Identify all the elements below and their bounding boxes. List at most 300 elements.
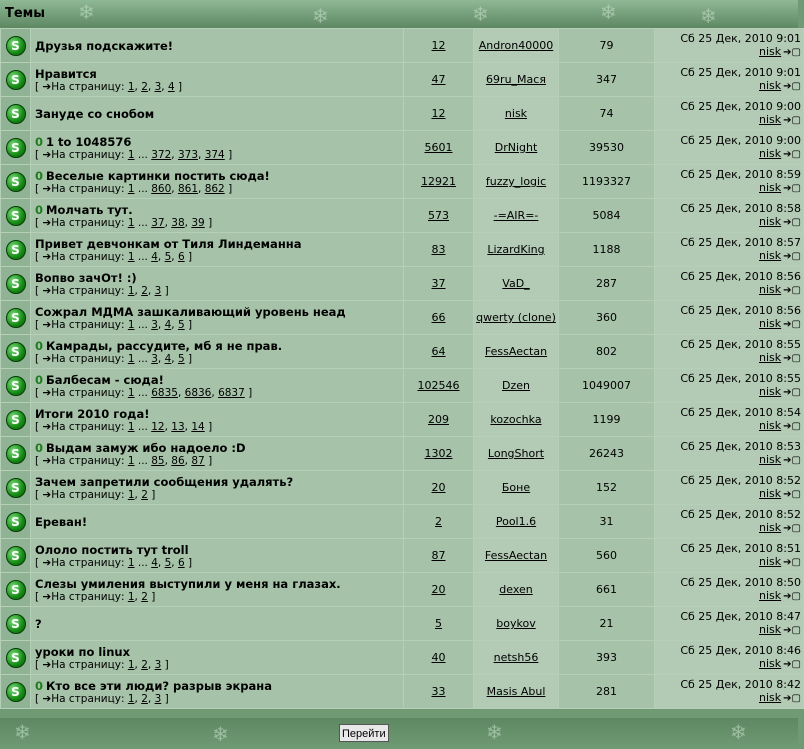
page-link[interactable]: 86 — [171, 454, 185, 467]
views-count: 360 — [596, 311, 617, 324]
topic-title-link[interactable] — [35, 305, 403, 319]
topic-title-link[interactable] — [35, 67, 403, 81]
last-post-date: Сб 25 Дек, 2010 8:50 — [680, 576, 801, 589]
page-link[interactable]: 4 — [151, 556, 158, 569]
views-count: 39530 — [589, 141, 624, 154]
author-link[interactable]: Dzen — [502, 379, 530, 392]
topic-title-link[interactable] — [35, 373, 403, 387]
author-link[interactable]: qwerty (clone) — [476, 311, 556, 324]
author-link[interactable]: LizardKing — [487, 243, 545, 256]
last-post-user-line — [655, 385, 801, 399]
last-post-user-line — [655, 623, 801, 637]
topic-title-text: Сожрал МДМА зашкаливающий уровень неад — [35, 304, 346, 319]
replies-cell — [404, 301, 474, 335]
last-post-cell — [655, 471, 804, 505]
last-post-cell — [655, 437, 804, 471]
views-count: 21 — [599, 617, 614, 630]
page-link[interactable]: 14 — [191, 420, 205, 433]
last-post-user-link[interactable]: nisk — [759, 147, 782, 160]
topic-status-icon: S — [6, 36, 26, 56]
last-post-user-line — [655, 487, 801, 501]
views-cell — [559, 607, 655, 641]
replies-cell — [404, 63, 474, 97]
author-link[interactable]: boykov — [496, 617, 536, 630]
author-link[interactable]: FessAectan — [484, 549, 548, 562]
page-link[interactable]: 1 — [127, 488, 135, 501]
pagination-prefix: [ ➔На страницу: — [35, 148, 125, 161]
topic-title-link[interactable] — [35, 617, 403, 631]
page-link[interactable]: 1 — [127, 250, 135, 263]
topic-title-text: Вопво зачОт! :) — [35, 270, 137, 285]
topic-pagination: [ ➔На страницу: 1 ... 3, 4, 5 ] — [35, 318, 193, 331]
topic-status-icon: S — [6, 648, 26, 668]
author-link[interactable]: Andron40000 — [478, 39, 554, 52]
page-link[interactable]: 6836 — [184, 386, 212, 399]
page-link[interactable]: 1 — [127, 454, 135, 467]
snowflake-icon: ❄ — [212, 722, 229, 746]
pagination-suffix: ] — [188, 250, 193, 263]
replies-link[interactable]: 12 — [431, 107, 446, 120]
page-link[interactable]: 5 — [164, 556, 172, 569]
author-link[interactable]: Pool1.6 — [495, 515, 537, 528]
replies-link[interactable]: 20 — [431, 481, 446, 494]
page-link[interactable]: 861 — [177, 182, 198, 195]
last-post-user-link[interactable]: nisk — [759, 385, 782, 398]
topic-title-text: Итоги 2010 года! — [35, 406, 150, 421]
page-link[interactable]: 1 — [127, 556, 135, 569]
goto-last-post-icon[interactable]: ➔▢ — [783, 591, 801, 602]
pagination-prefix: [ ➔На страницу: — [35, 488, 125, 501]
author-link[interactable]: 69ru_Мася — [486, 73, 546, 86]
page-link[interactable]: 1 — [127, 590, 135, 603]
replies-cell — [404, 505, 474, 539]
replies-link[interactable]: 209 — [428, 413, 449, 426]
page-link[interactable]: 2 — [141, 488, 148, 501]
page-link[interactable]: 4 — [164, 318, 172, 331]
last-post-user-link[interactable]: nisk — [759, 215, 782, 228]
pagination-suffix: ] — [151, 590, 156, 603]
pagination-suffix: ] — [177, 80, 183, 93]
author-cell — [474, 301, 559, 335]
goto-last-post-icon[interactable]: ➔▢ — [783, 693, 801, 704]
page-link[interactable]: 85 — [151, 454, 165, 467]
page-link[interactable]: 3 — [151, 318, 158, 331]
last-post-user-line — [655, 521, 801, 535]
pagination-suffix: ] — [188, 556, 193, 569]
topic-title-link[interactable] — [35, 339, 403, 353]
views-cell — [559, 505, 655, 539]
last-post-cell — [655, 199, 804, 233]
goto-last-post-icon[interactable]: ➔▢ — [783, 659, 801, 670]
page-link[interactable]: 2 — [141, 692, 148, 705]
last-post-user-link[interactable]: nisk — [759, 623, 782, 636]
topic-cell — [31, 607, 404, 641]
goto-last-post-icon[interactable]: ➔▢ — [783, 81, 801, 92]
page-link[interactable]: 1 — [127, 420, 135, 433]
replies-link[interactable]: 47 — [431, 73, 446, 86]
pagination-suffix: ] — [208, 454, 213, 467]
page-link[interactable]: 3 — [154, 284, 162, 297]
snowflake-icon: ❄ — [14, 720, 31, 744]
last-post-user-link[interactable]: nisk — [759, 113, 782, 126]
page-link[interactable]: 1 — [127, 318, 135, 331]
topic-status-cell — [1, 675, 31, 709]
goto-last-post-icon[interactable]: ➔▢ — [783, 523, 801, 534]
topic-title-link[interactable] — [35, 679, 403, 693]
topic-title-link[interactable] — [35, 515, 403, 529]
author-link[interactable]: VaD_ — [502, 277, 530, 290]
page-link[interactable]: 1 — [127, 284, 135, 297]
topic-row — [1, 641, 804, 675]
topic-title-link[interactable] — [35, 39, 403, 53]
last-post-cell — [655, 403, 804, 437]
pagination-prefix: [ ➔На страницу: — [35, 590, 125, 603]
author-link[interactable]: kozochka — [490, 413, 542, 426]
last-post-user-link[interactable]: nisk — [759, 521, 782, 534]
last-post-user-line — [655, 113, 801, 127]
author-link[interactable]: dexen — [499, 583, 533, 596]
replies-link[interactable]: 12921 — [421, 175, 456, 188]
views-cell — [559, 97, 655, 131]
replies-link[interactable]: 1302 — [424, 447, 453, 460]
page-link[interactable]: 2 — [141, 590, 148, 603]
page-link[interactable]: 2 — [141, 284, 148, 297]
topic-title-text: Друзья подскажите! — [35, 38, 174, 53]
replies-link[interactable]: 12 — [431, 39, 446, 52]
goto-last-post-icon[interactable]: ➔▢ — [783, 115, 801, 126]
go-button[interactable]: Перейти — [339, 724, 389, 742]
last-post-date: Сб 25 Дек, 2010 8:59 — [680, 168, 801, 181]
last-post-user-line — [655, 215, 801, 229]
replies-link[interactable]: 20 — [431, 583, 446, 596]
views-cell — [559, 165, 655, 199]
topic-pagination: [ ➔На страницу: 1, 2 ] — [35, 488, 156, 501]
page-link[interactable]: 5 — [177, 352, 185, 365]
pagination-suffix: ] — [208, 216, 213, 229]
views-count: 281 — [596, 685, 617, 698]
replies-link[interactable]: 87 — [431, 549, 446, 562]
goto-last-post-icon[interactable]: ➔▢ — [783, 149, 801, 160]
page-link[interactable]: 374 — [204, 148, 225, 161]
topic-pagination: [ ➔На страницу: 1, 2, 3 ] — [35, 658, 169, 671]
pagination-ellipsis: ... — [137, 454, 148, 467]
page-link[interactable]: 5 — [177, 318, 185, 331]
last-post-user-line — [655, 79, 801, 93]
author-cell — [474, 539, 559, 573]
last-post-user-line — [655, 181, 801, 195]
last-post-user-link[interactable]: nisk — [759, 555, 782, 568]
topic-row — [1, 539, 804, 573]
last-post-user-link[interactable]: nisk — [759, 453, 782, 466]
page-link[interactable]: 6835 — [151, 386, 178, 399]
last-post-user-link[interactable]: nisk — [759, 283, 782, 296]
topic-status-cell — [1, 437, 31, 471]
views-count: 347 — [596, 73, 617, 86]
replies-link[interactable]: 2 — [435, 515, 442, 528]
topic-title-text: Веселые картинки постить сюда! — [46, 168, 270, 183]
page-link[interactable]: 3 — [154, 658, 162, 671]
page-link[interactable]: 860 — [151, 182, 172, 195]
page-link[interactable]: 38 — [171, 216, 185, 229]
pagination-prefix: [ ➔На страницу: — [35, 182, 125, 195]
page-link[interactable]: 1 — [127, 692, 135, 705]
replies-link[interactable]: 66 — [431, 311, 446, 324]
page-link[interactable]: 373 — [177, 148, 198, 161]
page-link[interactable]: 12 — [151, 420, 165, 433]
topic-cell — [31, 267, 404, 301]
pagination-ellipsis: ... — [137, 250, 148, 263]
last-post-user-link[interactable]: nisk — [759, 419, 782, 432]
replies-link[interactable]: 573 — [428, 209, 449, 222]
page-link[interactable]: 1 — [127, 182, 135, 195]
replies-cell — [404, 29, 474, 63]
topic-title-link[interactable] — [35, 543, 403, 557]
author-link[interactable]: FessAectan — [484, 345, 548, 358]
author-cell — [474, 233, 559, 267]
page-link[interactable]: 1 — [127, 658, 135, 671]
last-post-user-link[interactable]: nisk — [759, 79, 782, 92]
topic-title-link[interactable] — [35, 577, 403, 591]
topic-title-link[interactable] — [35, 135, 403, 149]
views-cell — [559, 403, 655, 437]
topic-pagination: [ ➔На страницу: 1 ... 860, 861, 862 ] — [35, 182, 233, 195]
topic-row — [1, 335, 804, 369]
goto-last-post-icon[interactable]: ➔▢ — [783, 183, 801, 194]
last-post-date: Сб 25 Дек, 2010 8:57 — [680, 236, 801, 249]
page-link[interactable]: 1 — [127, 80, 135, 93]
page-link[interactable]: 6837 — [218, 386, 245, 399]
topic-pagination: [ ➔На страницу: 1 ... 4, 5, 6 ] — [35, 250, 193, 263]
topic-title-link[interactable] — [35, 237, 403, 251]
author-link[interactable]: LongShort — [487, 447, 545, 460]
author-link[interactable]: nisk — [504, 107, 528, 120]
last-post-user-link[interactable]: nisk — [759, 45, 782, 58]
last-post-user-link[interactable]: nisk — [759, 351, 782, 364]
goto-last-post-icon[interactable]: ➔▢ — [783, 489, 801, 500]
goto-last-post-icon[interactable]: ➔▢ — [783, 455, 801, 466]
topic-row — [1, 63, 804, 97]
replies-link[interactable]: 83 — [431, 243, 446, 256]
last-post-user-line — [655, 147, 801, 161]
page-link[interactable]: 13 — [171, 420, 185, 433]
topic-cell — [31, 573, 404, 607]
topic-status-icon: S — [6, 274, 26, 294]
views-cell — [559, 437, 655, 471]
pagination-ellipsis: ... — [137, 352, 148, 365]
views-cell — [559, 573, 655, 607]
page-link[interactable]: 3 — [154, 80, 162, 93]
author-cell — [474, 199, 559, 233]
topic-cell — [31, 505, 404, 539]
replies-link[interactable]: 64 — [431, 345, 446, 358]
snowflake-icon: ❄ — [730, 720, 747, 744]
author-cell — [474, 29, 559, 63]
page-link[interactable]: 2 — [141, 80, 148, 93]
last-post-cell — [655, 301, 804, 335]
topic-title-link[interactable] — [35, 203, 403, 217]
views-cell — [559, 29, 655, 63]
goto-last-post-icon[interactable]: ➔▢ — [783, 47, 801, 58]
page-link[interactable]: 862 — [204, 182, 225, 195]
page-link[interactable]: 3 — [151, 352, 158, 365]
page-link[interactable]: 39 — [191, 216, 205, 229]
page-link[interactable]: 4 — [151, 250, 158, 263]
views-count: 31 — [599, 515, 614, 528]
pagination-suffix: ] — [164, 692, 169, 705]
goto-last-post-icon[interactable]: ➔▢ — [783, 387, 801, 398]
author-link[interactable]: Боне — [501, 481, 531, 494]
page-link[interactable]: 4 — [164, 352, 172, 365]
page-link[interactable]: 372 — [151, 148, 172, 161]
last-post-user-line — [655, 657, 801, 671]
last-post-user-link[interactable]: nisk — [759, 657, 782, 670]
last-post-date: Сб 25 Дек, 2010 8:51 — [680, 542, 801, 555]
pinned-icon: 0 — [35, 134, 44, 149]
last-post-date: Сб 25 Дек, 2010 8:42 — [680, 678, 801, 691]
last-post-date: Сб 25 Дек, 2010 8:52 — [680, 508, 801, 521]
author-cell — [474, 63, 559, 97]
topic-row — [1, 233, 804, 267]
views-count: 661 — [596, 583, 617, 596]
page-link[interactable]: 1 — [127, 148, 135, 161]
goto-last-post-icon[interactable]: ➔▢ — [783, 557, 801, 568]
views-count: 152 — [596, 481, 617, 494]
views-count: 79 — [599, 39, 614, 52]
topic-title-link[interactable] — [35, 645, 403, 659]
pagination-prefix: [ ➔На страницу: — [35, 318, 125, 331]
topic-title-text: 1 to 1048576 — [46, 134, 132, 149]
last-post-cell — [655, 335, 804, 369]
last-post-user-link[interactable]: nisk — [759, 589, 782, 602]
goto-last-post-icon[interactable]: ➔▢ — [783, 217, 801, 228]
page-link[interactable]: 87 — [191, 454, 205, 467]
page-link[interactable]: 1 — [127, 216, 135, 229]
replies-link[interactable]: 5 — [435, 617, 442, 630]
last-post-user-link[interactable]: nisk — [759, 691, 782, 704]
author-cell — [474, 165, 559, 199]
last-post-cell — [655, 505, 804, 539]
replies-cell — [404, 471, 474, 505]
topic-row — [1, 675, 804, 709]
last-post-user-line — [655, 45, 801, 59]
page-link[interactable]: 6 — [177, 250, 185, 263]
page-link[interactable]: 37 — [151, 216, 165, 229]
author-link[interactable]: -=AIR=- — [493, 209, 539, 222]
topic-cell — [31, 641, 404, 675]
topic-title-link[interactable] — [35, 407, 403, 421]
page-link[interactable]: 3 — [154, 692, 162, 705]
topic-status-cell — [1, 403, 31, 437]
pinned-icon: 0 — [35, 678, 44, 693]
topic-status-icon: S — [6, 444, 26, 464]
goto-last-post-icon[interactable]: ➔▢ — [783, 319, 801, 330]
page-link[interactable]: 4 — [167, 80, 175, 93]
replies-link[interactable]: 102546 — [417, 379, 460, 392]
topic-status-icon: S — [6, 376, 26, 396]
topic-title-text: Привет девчонкам от Тиля Линдеманна — [35, 236, 302, 251]
topic-title-link[interactable] — [35, 271, 403, 285]
author-cell — [474, 437, 559, 471]
goto-last-post-icon[interactable]: ➔▢ — [783, 353, 801, 364]
goto-last-post-icon[interactable]: ➔▢ — [783, 251, 801, 262]
replies-link[interactable]: 40 — [431, 651, 446, 664]
page-link[interactable]: 6 — [177, 556, 185, 569]
topic-pagination: [ ➔На страницу: 1 ... 12, 13, 14 ] — [35, 420, 213, 433]
topic-pagination: [ ➔На страницу: 1 ... 4, 5, 6 ] — [35, 556, 193, 569]
topic-status-icon: S — [6, 682, 26, 702]
topic-pagination: [ ➔На страницу: 1, 2, 3 ] — [35, 284, 169, 297]
last-post-user-link[interactable]: nisk — [759, 181, 782, 194]
topic-status-cell — [1, 573, 31, 607]
pinned-icon: 0 — [35, 372, 44, 387]
pinned-icon: 0 — [35, 440, 44, 455]
topic-status-icon: S — [6, 512, 26, 532]
pagination-suffix: ] — [208, 420, 213, 433]
last-post-user-link[interactable]: nisk — [759, 487, 782, 500]
views-count: 560 — [596, 549, 617, 562]
snowflake-icon: ❄ — [312, 4, 329, 28]
topic-title-text: Молчать тут. — [46, 202, 133, 217]
topic-title-link[interactable] — [35, 169, 403, 183]
pagination-prefix: [ ➔На страницу: — [35, 454, 125, 467]
page-link[interactable]: 2 — [141, 658, 148, 671]
author-cell — [474, 97, 559, 131]
pagination-ellipsis: ... — [137, 420, 148, 433]
topic-row — [1, 369, 804, 403]
views-cell — [559, 641, 655, 675]
author-link[interactable]: DrNight — [494, 141, 538, 154]
last-post-user-line — [655, 555, 801, 569]
topic-row — [1, 29, 804, 63]
topic-status-icon: S — [6, 172, 26, 192]
topic-title-link[interactable] — [35, 441, 403, 455]
author-link[interactable]: netsh56 — [493, 651, 539, 664]
topic-status-cell — [1, 301, 31, 335]
pagination-ellipsis: ... — [137, 216, 148, 229]
topic-row — [1, 607, 804, 641]
replies-link[interactable]: 37 — [431, 277, 446, 290]
views-cell — [559, 199, 655, 233]
goto-last-post-icon[interactable]: ➔▢ — [783, 625, 801, 636]
topic-row — [1, 97, 804, 131]
author-link[interactable]: Masis Abul — [486, 685, 546, 698]
last-post-date: Сб 25 Дек, 2010 8:58 — [680, 202, 801, 215]
goto-last-post-icon[interactable]: ➔▢ — [783, 285, 801, 296]
topic-title-link[interactable] — [35, 107, 403, 121]
page-link[interactable]: 1 — [127, 386, 135, 399]
page-link[interactable]: 5 — [164, 250, 172, 263]
views-cell — [559, 471, 655, 505]
goto-last-post-icon[interactable]: ➔▢ — [783, 421, 801, 432]
last-post-user-line — [655, 691, 801, 705]
views-count: 74 — [599, 107, 614, 120]
replies-link[interactable]: 33 — [431, 685, 446, 698]
views-cell — [559, 267, 655, 301]
topic-status-icon: S — [6, 478, 26, 498]
topic-status-icon: S — [6, 70, 26, 90]
author-link[interactable]: fuzzy_logic — [485, 175, 547, 188]
last-post-user-link[interactable]: nisk — [759, 249, 782, 262]
topic-status-cell — [1, 267, 31, 301]
topic-cell — [31, 233, 404, 267]
page-link[interactable]: 1 — [127, 352, 135, 365]
topic-title-link[interactable] — [35, 475, 403, 489]
replies-link[interactable]: 5601 — [424, 141, 453, 154]
last-post-user-link[interactable]: nisk — [759, 317, 782, 330]
last-post-cell — [655, 573, 804, 607]
pagination-ellipsis: ... — [137, 182, 148, 195]
topics-header — [0, 0, 798, 29]
